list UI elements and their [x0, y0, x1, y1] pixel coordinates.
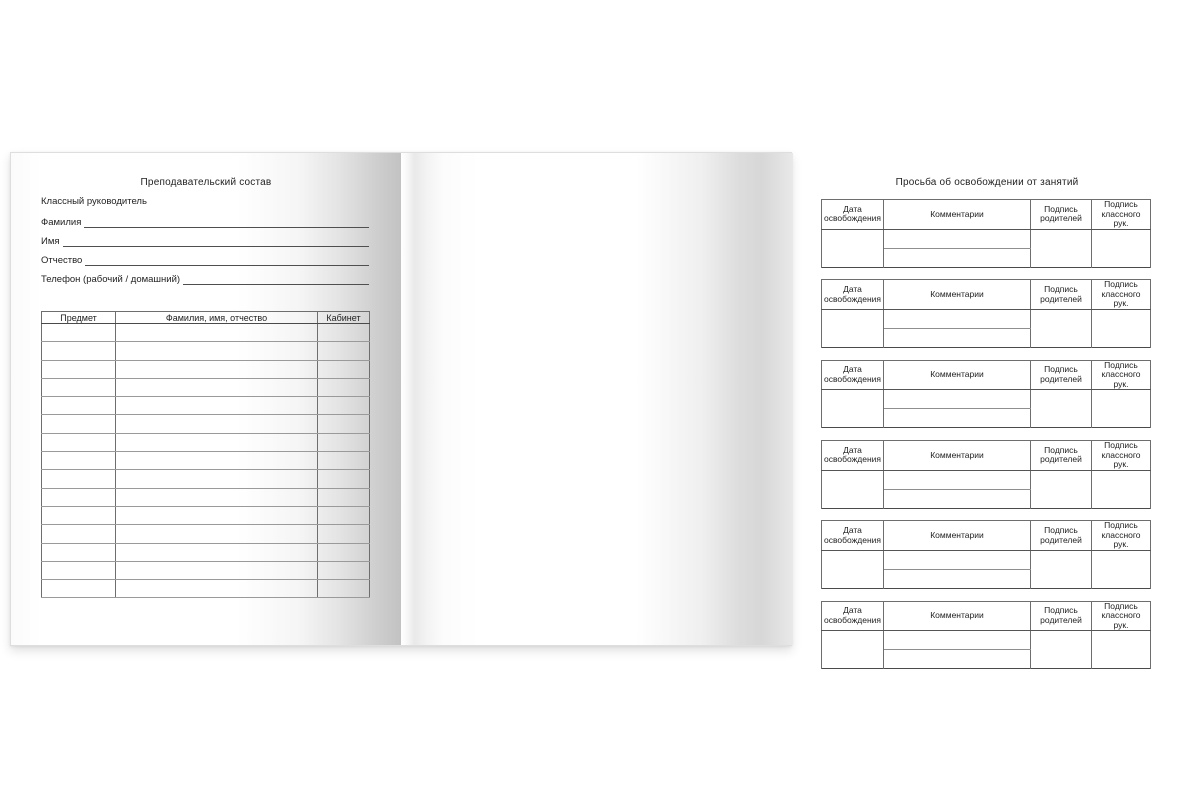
release-parents-signature-cell — [1031, 229, 1092, 267]
teachers-table-row — [42, 397, 370, 415]
release-date-cell — [822, 229, 884, 267]
release-request-block — [821, 520, 1151, 589]
teachers-table-empty-cell — [42, 360, 116, 378]
teachers-table-row — [42, 506, 370, 524]
release-block-header-row — [822, 521, 1151, 551]
teachers-table-header-subject: Предмет — [42, 312, 116, 324]
release-request-block — [821, 601, 1151, 670]
teachers-table-empty-cell — [318, 580, 370, 598]
teachers-table-empty-cell — [42, 506, 116, 524]
field-surname-label: Фамилия — [41, 217, 82, 228]
release-request-block — [821, 199, 1151, 268]
release-comments-line-2 — [884, 248, 1031, 267]
teachers-table-empty-cell — [42, 488, 116, 506]
teachers-table-empty-cell — [116, 488, 318, 506]
release-blocks — [821, 199, 1150, 669]
teachers-table-row — [42, 360, 370, 378]
teachers-table-row — [42, 580, 370, 598]
release-date-cell — [822, 470, 884, 508]
teachers-table-empty-cell — [318, 506, 370, 524]
teachers-table-empty-cell — [116, 452, 318, 470]
teachers-table-empty-cell — [318, 342, 370, 360]
release-comments-line-2 — [884, 650, 1031, 669]
teachers-table-row — [42, 470, 370, 488]
release-parents-signature-cell — [1031, 390, 1092, 428]
field-surname — [41, 215, 369, 228]
release-comments-line-2 — [884, 569, 1031, 588]
teachers-table-row — [42, 488, 370, 506]
teachers-table-header-row — [42, 312, 370, 324]
release-date-cell — [822, 309, 884, 347]
teachers-table-row — [42, 543, 370, 561]
release-block-header-row — [822, 360, 1151, 390]
release-date-cell — [822, 550, 884, 588]
release-comments-line-1 — [884, 229, 1031, 248]
release-comments-line-1 — [884, 470, 1031, 489]
field-patronymic-label: Отчество — [41, 255, 83, 266]
field-phone-label: Телефон (рабочий / домашний) — [41, 274, 181, 285]
release-header-date: Дата освобождения — [822, 601, 884, 631]
teachers-table-empty-cell — [116, 360, 318, 378]
teachers-table-empty-cell — [116, 561, 318, 579]
teachers-table-row — [42, 433, 370, 451]
release-block-header-row — [822, 280, 1151, 310]
release-header-comments: Комментарии — [884, 200, 1031, 230]
release-block-body-row — [822, 229, 1151, 248]
release-header-date: Дата освобождения — [822, 441, 884, 471]
release-comments-line-1 — [884, 631, 1031, 650]
release-header-parents-signature: Подпись родителей — [1031, 360, 1092, 390]
diary-open-spread — [10, 152, 1141, 646]
release-header-parents-signature: Подпись родителей — [1031, 441, 1092, 471]
release-block-body-row — [822, 470, 1151, 489]
teachers-table-empty-cell — [116, 470, 318, 488]
release-block-body-row — [822, 390, 1151, 409]
release-comments-line-2 — [884, 328, 1031, 347]
teachers-table-row — [42, 378, 370, 396]
release-date-cell — [822, 390, 884, 428]
teachers-table-empty-cell — [318, 488, 370, 506]
release-header-class-teacher-signature: Подпись классного рук. — [1092, 521, 1151, 551]
field-firstname — [41, 234, 369, 247]
release-header-class-teacher-signature: Подпись классного рук. — [1092, 601, 1151, 631]
teachers-table-row — [42, 525, 370, 543]
release-class-teacher-signature-cell — [1092, 390, 1151, 428]
teachers-table-empty-cell — [116, 415, 318, 433]
field-patronymic — [41, 253, 369, 266]
release-header-date: Дата освобождения — [822, 521, 884, 551]
release-header-parents-signature: Подпись родителей — [1031, 521, 1092, 551]
teachers-table-empty-cell — [42, 378, 116, 396]
left-page-title: Преподавательский состав — [140, 177, 272, 188]
release-block-body-row — [822, 309, 1151, 328]
teachers-table-empty-cell — [42, 543, 116, 561]
field-phone — [41, 272, 369, 285]
release-parents-signature-cell — [1031, 470, 1092, 508]
subjects-table-body — [42, 324, 370, 598]
teachers-table-empty-cell — [42, 324, 116, 342]
release-request-block — [821, 360, 1151, 429]
release-parents-signature-cell — [1031, 550, 1092, 588]
teachers-table-empty-cell — [318, 543, 370, 561]
teachers-table-empty-cell — [42, 561, 116, 579]
release-header-comments: Комментарии — [884, 360, 1031, 390]
release-comments-line-1 — [884, 390, 1031, 409]
teachers-table-empty-cell — [42, 397, 116, 415]
teachers-table-empty-cell — [318, 433, 370, 451]
teachers-table — [41, 311, 370, 598]
release-block-header-row — [822, 601, 1151, 631]
teachers-table-empty-cell — [116, 525, 318, 543]
teachers-table-header-room: Кабинет — [318, 312, 370, 324]
release-header-parents-signature: Подпись родителей — [1031, 280, 1092, 310]
release-comments-line-1 — [884, 550, 1031, 569]
release-header-class-teacher-signature: Подпись классного рук. — [1092, 280, 1151, 310]
teachers-table-empty-cell — [318, 470, 370, 488]
right-page-title: Просьба об освобождении от занятий — [895, 177, 1079, 188]
release-header-comments: Комментарии — [884, 521, 1031, 551]
teachers-table-row — [42, 561, 370, 579]
teachers-table-empty-cell — [42, 470, 116, 488]
release-parents-signature-cell — [1031, 309, 1092, 347]
teachers-table-empty-cell — [42, 415, 116, 433]
teachers-table-empty-cell — [42, 452, 116, 470]
field-surname-blank-line — [84, 217, 369, 228]
release-header-date: Дата освобождения — [822, 360, 884, 390]
release-date-cell — [822, 631, 884, 669]
teachers-table-empty-cell — [318, 561, 370, 579]
release-comments-line-2 — [884, 409, 1031, 428]
teachers-table-empty-cell — [116, 378, 318, 396]
teachers-table-empty-cell — [318, 397, 370, 415]
teachers-table-empty-cell — [318, 378, 370, 396]
release-header-class-teacher-signature: Подпись классного рук. — [1092, 200, 1151, 230]
teachers-table-empty-cell — [116, 324, 318, 342]
field-patronymic-blank-line — [85, 255, 369, 266]
release-block-header-row — [822, 441, 1151, 471]
release-comments-line-2 — [884, 489, 1031, 508]
left-page — [11, 153, 401, 645]
teachers-table-empty-cell — [42, 342, 116, 360]
teachers-table-empty-cell — [42, 433, 116, 451]
teachers-table-empty-cell — [42, 525, 116, 543]
teachers-table-row — [42, 452, 370, 470]
release-header-parents-signature: Подпись родителей — [1031, 601, 1092, 631]
release-parents-signature-cell — [1031, 631, 1092, 669]
release-header-parents-signature: Подпись родителей — [1031, 200, 1092, 230]
right-page — [401, 153, 1141, 645]
field-firstname-label: Имя — [41, 236, 60, 247]
teachers-table-empty-cell — [318, 525, 370, 543]
release-header-comments: Комментарии — [884, 601, 1031, 631]
release-header-date: Дата освобождения — [822, 280, 884, 310]
teachers-table-empty-cell — [116, 342, 318, 360]
teachers-table-row — [42, 415, 370, 433]
release-header-class-teacher-signature: Подпись классного рук. — [1092, 441, 1151, 471]
release-header-class-teacher-signature: Подпись классного рук. — [1092, 360, 1151, 390]
teachers-table-row — [42, 342, 370, 360]
field-phone-blank-line — [183, 274, 369, 285]
release-class-teacher-signature-cell — [1092, 631, 1151, 669]
release-header-date: Дата освобождения — [822, 200, 884, 230]
teachers-table-empty-cell — [42, 580, 116, 598]
release-block-header-row — [822, 200, 1151, 230]
teachers-table-header-fullname: Фамилия, имя, отчество — [116, 312, 318, 324]
teachers-table-row — [42, 324, 370, 342]
teachers-table-empty-cell — [318, 324, 370, 342]
release-block-body-row — [822, 631, 1151, 650]
teachers-table-empty-cell — [318, 452, 370, 470]
release-class-teacher-signature-cell — [1092, 309, 1151, 347]
release-request-block — [821, 279, 1151, 348]
release-header-comments: Комментарии — [884, 280, 1031, 310]
teachers-table-empty-cell — [116, 506, 318, 524]
release-class-teacher-signature-cell — [1092, 229, 1151, 267]
teachers-table-empty-cell — [116, 580, 318, 598]
release-class-teacher-signature-cell — [1092, 470, 1151, 508]
teachers-table-empty-cell — [116, 397, 318, 415]
field-firstname-blank-line — [63, 236, 369, 247]
teachers-table-empty-cell — [318, 360, 370, 378]
release-class-teacher-signature-cell — [1092, 550, 1151, 588]
release-comments-line-1 — [884, 309, 1031, 328]
teachers-table-empty-cell — [116, 543, 318, 561]
class-teacher-label: Классный руководитель — [41, 196, 147, 207]
release-request-block — [821, 440, 1151, 509]
teachers-table-empty-cell — [318, 415, 370, 433]
release-header-comments: Комментарии — [884, 441, 1031, 471]
release-block-body-row — [822, 550, 1151, 569]
teachers-table-empty-cell — [116, 433, 318, 451]
